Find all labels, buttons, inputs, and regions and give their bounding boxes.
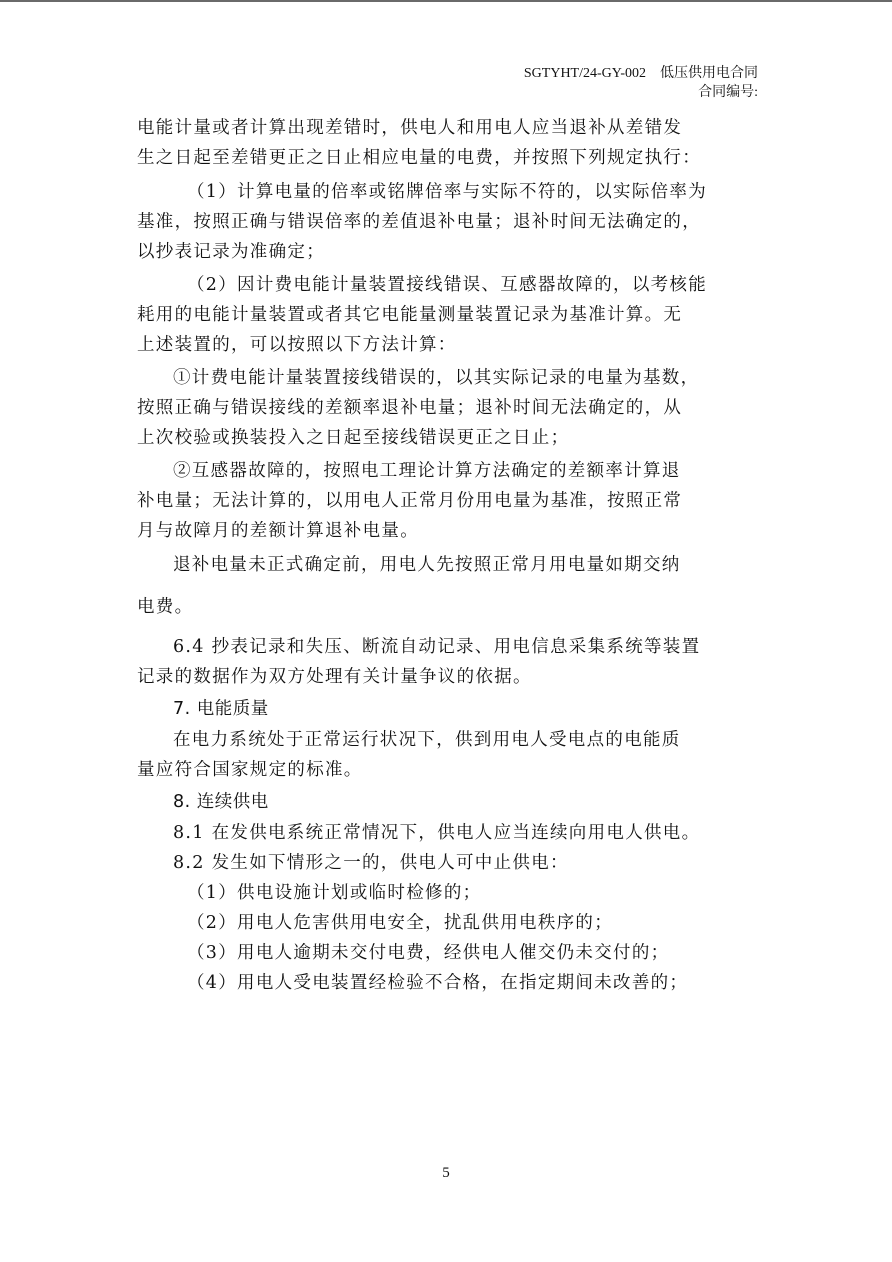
section-heading: 7. 电能质量 xyxy=(173,699,269,719)
document-body xyxy=(137,113,749,998)
clause-6-4 xyxy=(137,632,749,692)
text-line: 上次校验或换装投入之日起至接线错误更正之日止； xyxy=(137,428,570,448)
text-line: 电能计量或者计算出现差错时，供电人和用电人应当退补从差错发 xyxy=(137,118,683,138)
page-header xyxy=(524,64,758,102)
page-number: 5 xyxy=(442,1165,450,1181)
top-border-line xyxy=(0,0,892,2)
text-line: 以抄表记录为准确定； xyxy=(137,242,325,262)
section-8-continuous-supply xyxy=(137,787,749,998)
text-line: 记录的数据作为双方处理有关计量争议的依据。 xyxy=(137,667,532,687)
suspension-item: （2）用电人危害供用电安全，扰乱供用电秩序的； xyxy=(187,913,614,933)
item-2-wiring-error xyxy=(137,270,749,360)
suspension-item: （1）供电设施计划或临时检修的； xyxy=(187,883,482,903)
clause-8-2: 8.2 发生如下情形之一的，供电人可中止供电： xyxy=(173,853,569,873)
suspension-item: （4）用电人受电装置经检验不合格，在指定期间未改善的； xyxy=(187,973,689,993)
text-line: 按照正确与错误接线的差额率退补电量；退补时间无法确定的，从 xyxy=(137,398,683,418)
section-7-power-quality xyxy=(137,694,749,785)
text-line: （2）因计费电能计量装置接线错误、互感器故障的，以考核能 xyxy=(187,275,708,295)
text-line: 月与故障月的差额计算退补电量。 xyxy=(137,521,419,541)
text-line: ①计费电能计量装置接线错误的，以其实际记录的电量为基数， xyxy=(173,368,700,388)
doc-title: 低压供用电合同 xyxy=(660,66,758,81)
text-line: 耗用的电能计量装置或者其它电能量测量装置记录为基准计算。无 xyxy=(137,305,683,325)
contract-number-label: 合同编号: xyxy=(698,85,758,100)
text-line: 6.4 抄表记录和失压、断流自动记录、用电信息采集系统等装置 xyxy=(173,637,701,657)
clause-8-1: 8.1 在发供电系统正常情况下，供电人应当连续向用电人供电。 xyxy=(173,823,701,843)
header-line-1 xyxy=(524,64,758,83)
sub-item-1-wiring xyxy=(137,363,749,453)
text-line: ②互感器故障的，按照电工理论计算方法确定的差额率计算退 xyxy=(173,461,681,481)
text-line: 生之日起至差错更正之日止相应电量的电费，并按照下列规定执行： xyxy=(137,148,701,168)
sub-item-2-transformer xyxy=(137,456,749,546)
paragraph-error-correction xyxy=(137,113,749,173)
paragraph-refund-payment xyxy=(137,550,749,622)
text-line: （1）计算电量的倍率或铭牌倍率与实际不符的，以实际倍率为 xyxy=(187,182,708,202)
text-line: 基准，按照正确与错误倍率的差值退补电量；退补时间无法确定的， xyxy=(137,212,701,232)
text-line: 量应符合国家规定的标准。 xyxy=(137,760,363,780)
text-line: 补电量；无法计算的，以用电人正常月份用电量为基准，按照正常 xyxy=(137,491,683,511)
doc-code: SGTYHT/24-GY-002 xyxy=(523,66,646,81)
text-line: 在电力系统处于正常运行状况下，供到用电人受电点的电能质 xyxy=(173,730,681,750)
text-line: 退补电量未正式确定前，用电人先按照正常月用电量如期交纳 xyxy=(173,555,681,575)
text-line: 电费。 xyxy=(137,597,194,617)
item-1-multiplier xyxy=(137,177,749,267)
section-heading: 8. 连续供电 xyxy=(173,792,269,812)
text-line: 上述装置的，可以按照以下方法计算： xyxy=(137,335,457,355)
suspension-item: （3）用电人逾期未交付电费，经供电人催交仍未交付的； xyxy=(187,943,670,963)
